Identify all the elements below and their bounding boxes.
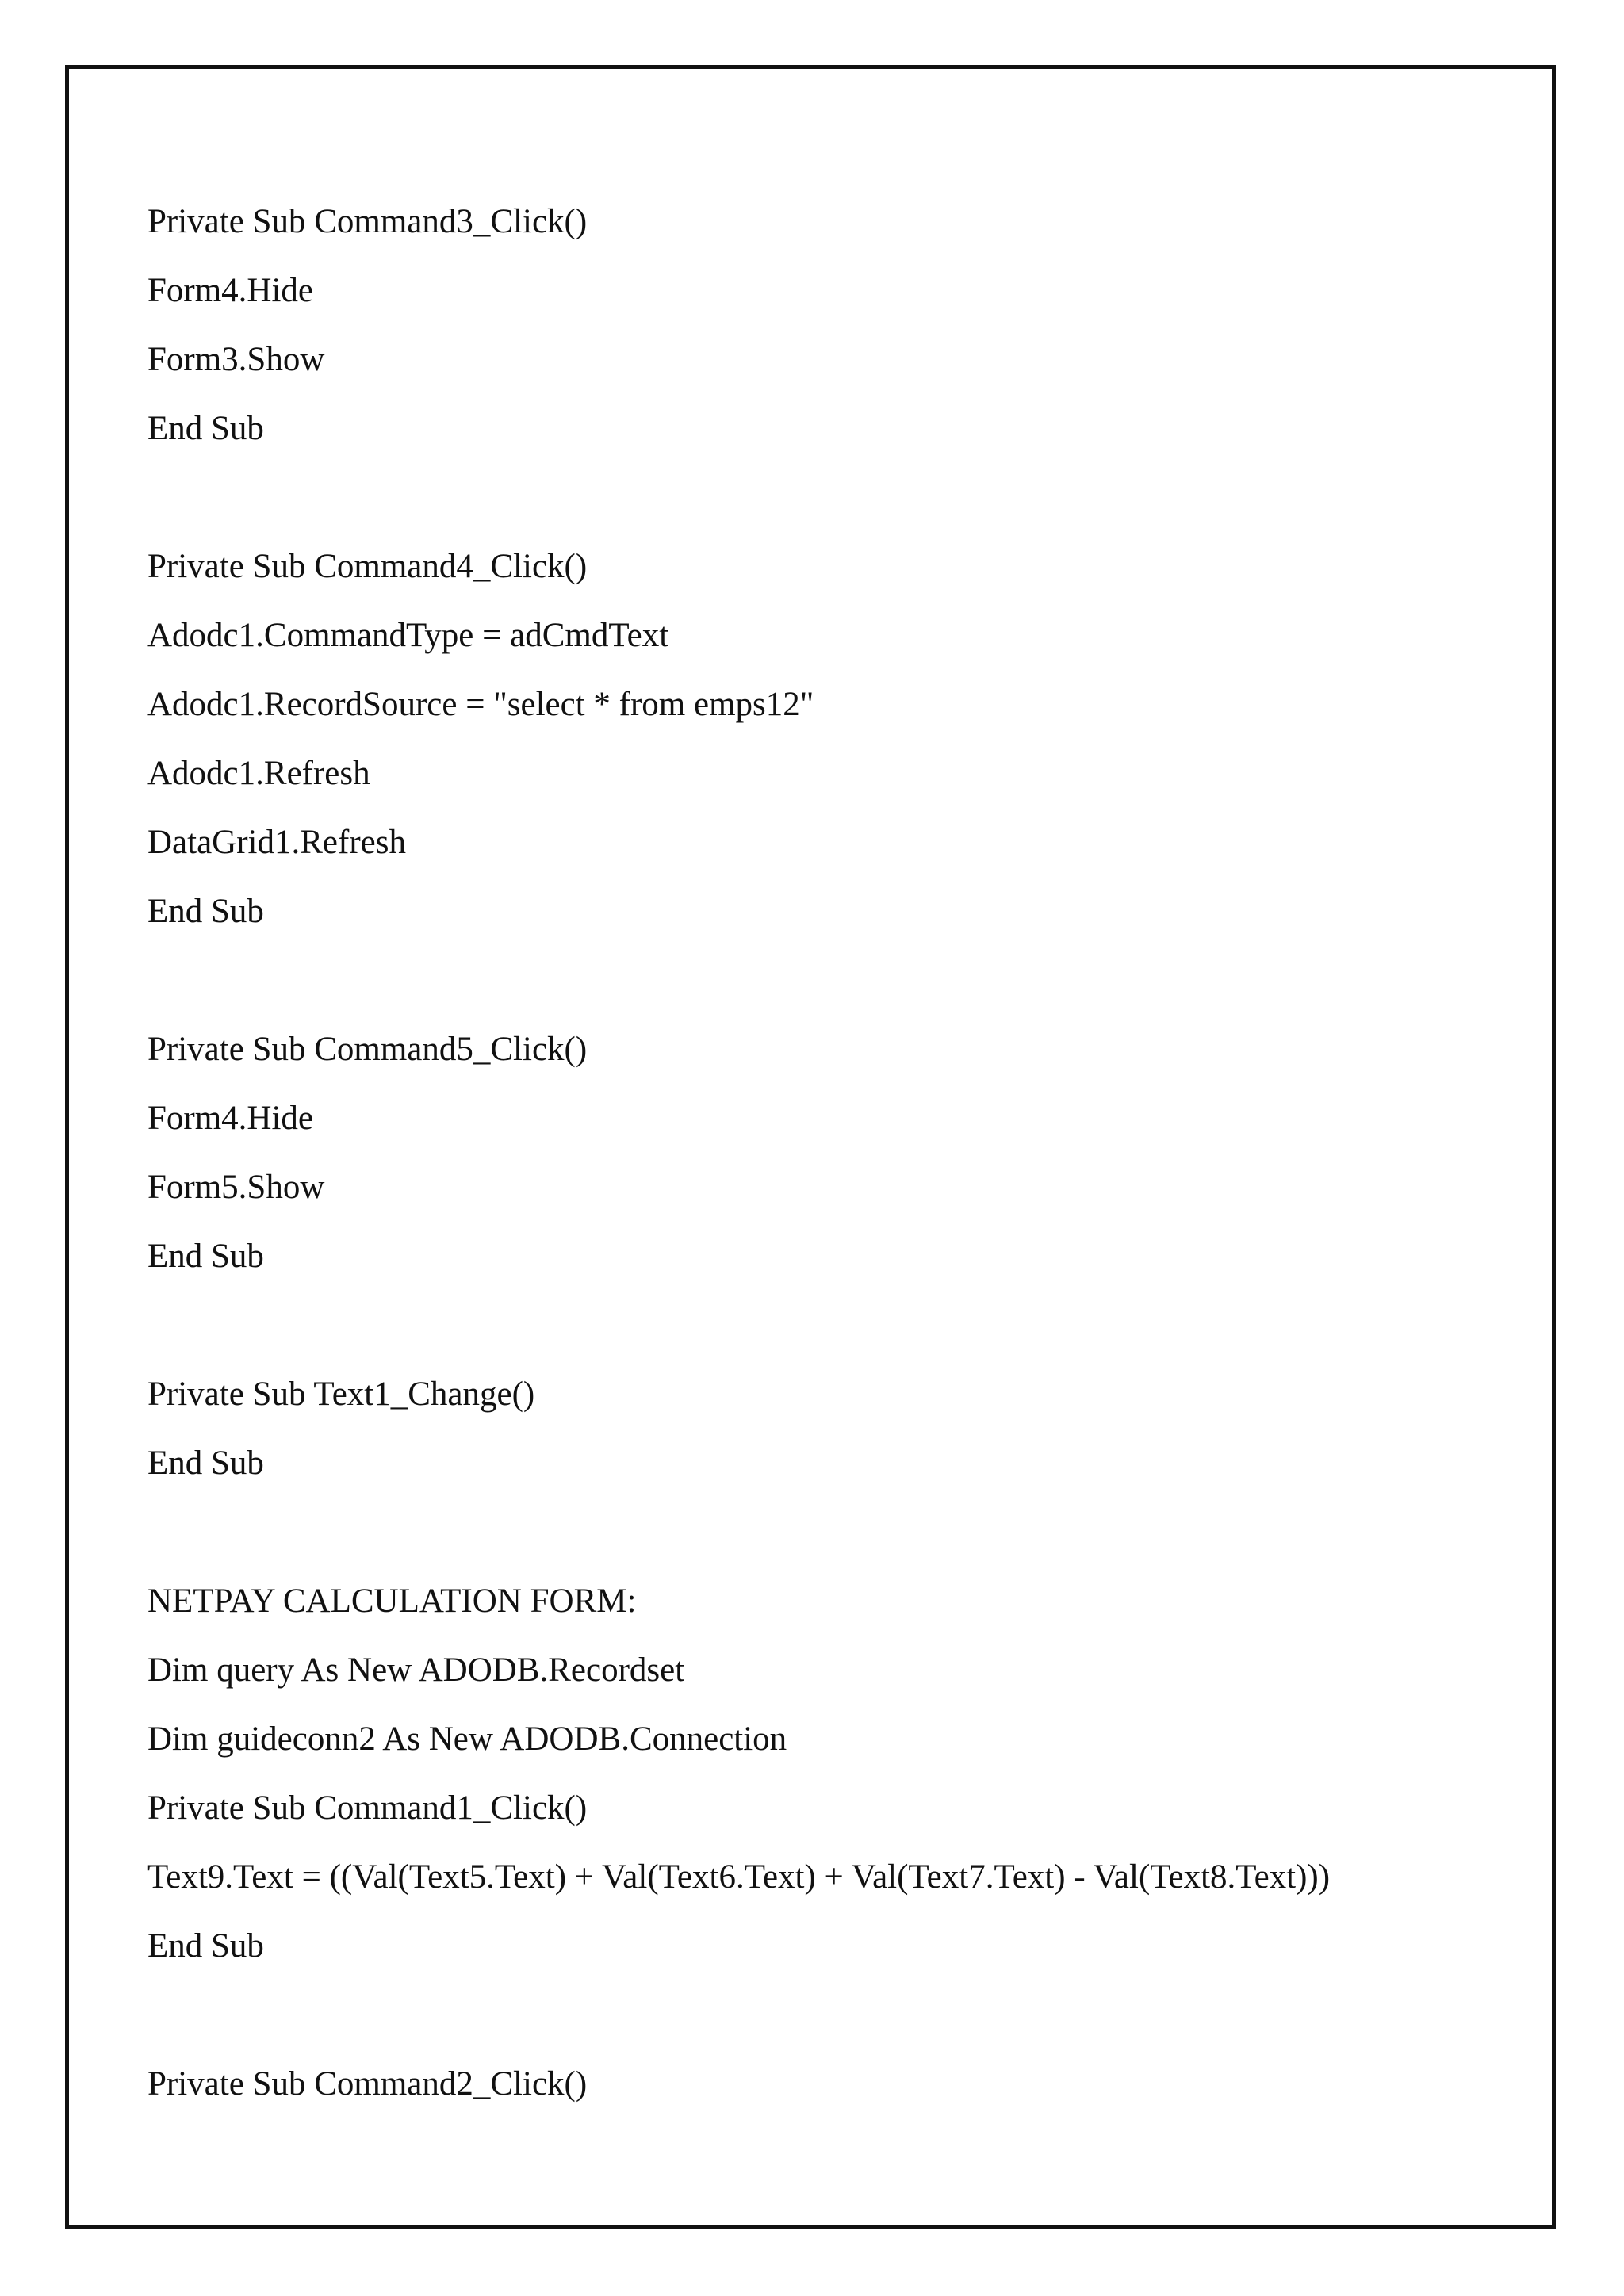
blank-line bbox=[147, 476, 1330, 545]
code-line: Private Sub Command1_Click() bbox=[147, 1789, 588, 1827]
code-line: End Sub bbox=[147, 410, 264, 447]
code-line: Adodc1.Refresh bbox=[147, 755, 370, 792]
blank-line bbox=[147, 1303, 1330, 1372]
code-line: Dim query As New ADODB.Recordset bbox=[147, 1651, 685, 1689]
blank-line bbox=[147, 959, 1330, 1027]
code-line: Form4.Hide bbox=[147, 1100, 314, 1137]
code-line: Form5.Show bbox=[147, 1169, 325, 1206]
code-line: Text9.Text = ((Val(Text5.Text) + Val(Text6.Text) + Val(Text7.Text) - Val(Text8.Text))) bbox=[147, 1858, 1331, 1896]
code-line: End Sub bbox=[147, 1445, 264, 1482]
code-line: Adodc1.RecordSource = "select * from emps12" bbox=[147, 686, 814, 723]
code-line: Private Sub Command5_Click() bbox=[147, 1031, 588, 1068]
code-line: Form3.Show bbox=[147, 341, 325, 378]
code-line: End Sub bbox=[147, 1927, 264, 1965]
code-line: Form4.Hide bbox=[147, 272, 314, 309]
code-line: End Sub bbox=[147, 1238, 264, 1275]
code-line: Dim guideconn2 As New ADODB.Connection bbox=[147, 1720, 787, 1758]
code-listing bbox=[147, 200, 1330, 2131]
section-heading: NETPAY CALCULATION FORM: bbox=[147, 1582, 637, 1620]
code-line: Private Sub Command2_Click() bbox=[147, 2065, 588, 2103]
code-line: Adodc1.CommandType = adCmdText bbox=[147, 617, 669, 654]
blank-line bbox=[147, 1510, 1330, 1579]
blank-line bbox=[147, 1993, 1330, 2062]
code-line: DataGrid1.Refresh bbox=[147, 824, 406, 861]
code-line: End Sub bbox=[147, 893, 264, 930]
code-line: Private Sub Command3_Click() bbox=[147, 203, 588, 240]
code-line: Private Sub Command4_Click() bbox=[147, 548, 588, 585]
code-line: Private Sub Text1_Change() bbox=[147, 1376, 535, 1413]
